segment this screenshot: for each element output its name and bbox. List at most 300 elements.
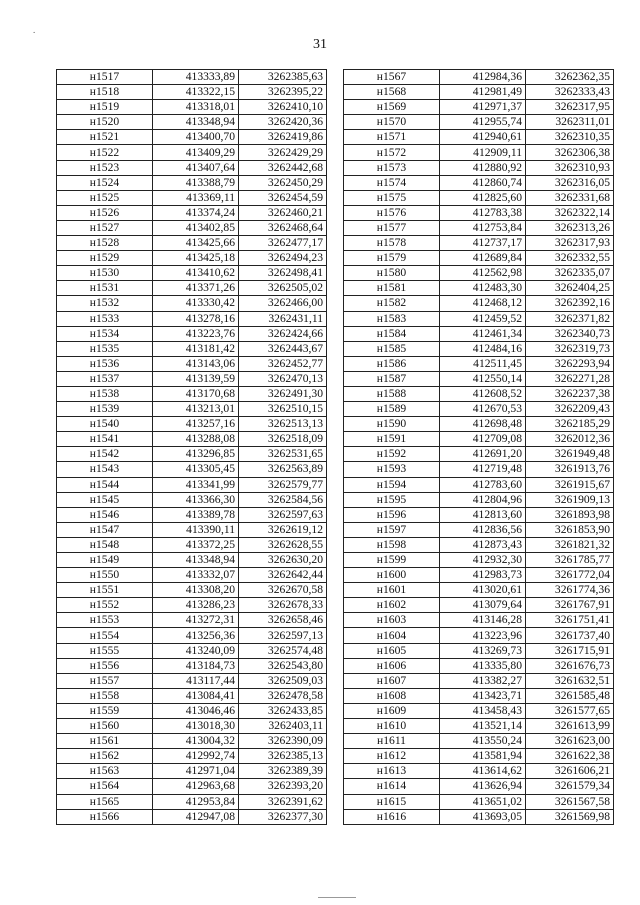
coord-y-cell: 3262335,07 (526, 266, 614, 281)
coord-x-cell: 413046,46 (153, 703, 239, 718)
coord-y-cell: 3262642,44 (239, 568, 327, 583)
coord-x-cell: 412981,49 (440, 85, 526, 100)
coord-y-cell: 3262579,77 (239, 477, 327, 492)
coord-x-cell: 413389,78 (153, 507, 239, 522)
coord-y-cell: 3262429,29 (239, 145, 327, 160)
table-row (344, 598, 614, 613)
coord-x-cell: 413374,24 (153, 205, 239, 220)
coord-y-cell: 3262424,66 (239, 326, 327, 341)
coord-y-cell: 3261915,67 (526, 477, 614, 492)
table-row (57, 402, 327, 417)
table-row (344, 251, 614, 266)
table-row (57, 190, 327, 205)
point-id-cell: н1530 (57, 266, 153, 281)
coord-x-cell: 412484,16 (440, 341, 526, 356)
coord-x-cell: 413458,43 (440, 703, 526, 718)
point-id-cell: н1593 (344, 462, 440, 477)
point-id-cell: н1581 (344, 281, 440, 296)
point-id-cell: н1558 (57, 688, 153, 703)
coord-y-cell: 3262442,68 (239, 160, 327, 175)
table-row (344, 719, 614, 734)
coord-x-cell: 413117,44 (153, 673, 239, 688)
coord-x-cell: 413651,02 (440, 794, 526, 809)
coord-x-cell: 413332,07 (153, 568, 239, 583)
coord-y-cell: 3262316,05 (526, 175, 614, 190)
table-row (344, 341, 614, 356)
point-id-cell: н1579 (344, 251, 440, 266)
coord-y-cell: 3261774,36 (526, 583, 614, 598)
coord-x-cell: 413278,16 (153, 311, 239, 326)
point-id-cell: н1574 (344, 175, 440, 190)
point-id-cell: н1548 (57, 537, 153, 552)
coord-y-cell: 3261893,98 (526, 507, 614, 522)
table-row (57, 100, 327, 115)
coord-x-cell: 412813,60 (440, 507, 526, 522)
table-row (344, 190, 614, 205)
table-row (344, 205, 614, 220)
table-row (57, 175, 327, 190)
coord-x-cell: 413004,32 (153, 734, 239, 749)
coord-x-cell: 413348,94 (153, 553, 239, 568)
coord-x-cell: 412825,60 (440, 190, 526, 205)
table-row (57, 809, 327, 824)
coord-y-cell: 3262450,29 (239, 175, 327, 190)
coord-x-cell: 413018,30 (153, 719, 239, 734)
point-id-cell: н1521 (57, 130, 153, 145)
point-id-cell: н1585 (344, 341, 440, 356)
point-id-cell: н1561 (57, 734, 153, 749)
point-id-cell: н1584 (344, 326, 440, 341)
coord-x-cell: 413084,41 (153, 688, 239, 703)
table-row (344, 130, 614, 145)
coord-x-cell: 412880,92 (440, 160, 526, 175)
coord-y-cell: 3262509,03 (239, 673, 327, 688)
coord-y-cell: 3261613,99 (526, 719, 614, 734)
coord-y-cell: 3262306,38 (526, 145, 614, 160)
table-row (57, 326, 327, 341)
coord-y-cell: 3262395,22 (239, 85, 327, 100)
coord-x-cell: 413402,85 (153, 220, 239, 235)
coord-y-cell: 3262340,73 (526, 326, 614, 341)
coord-y-cell: 3262510,15 (239, 402, 327, 417)
point-id-cell: н1550 (57, 568, 153, 583)
point-id-cell: н1573 (344, 160, 440, 175)
table-row (57, 719, 327, 734)
coord-y-cell: 3262531,65 (239, 447, 327, 462)
coord-x-cell: 413223,76 (153, 326, 239, 341)
table-row (57, 492, 327, 507)
table-row (57, 205, 327, 220)
coord-x-cell: 413400,70 (153, 130, 239, 145)
coord-x-cell: 413341,99 (153, 477, 239, 492)
coord-x-cell: 413170,68 (153, 386, 239, 401)
point-id-cell: н1616 (344, 809, 440, 824)
table-row (57, 356, 327, 371)
coord-y-cell: 3261909,13 (526, 492, 614, 507)
coord-y-cell: 3262443,67 (239, 341, 327, 356)
table-row (344, 749, 614, 764)
point-id-cell: н1606 (344, 658, 440, 673)
table-row (344, 643, 614, 658)
table-row (344, 583, 614, 598)
table-row (57, 371, 327, 386)
table-row (344, 281, 614, 296)
point-id-cell: н1522 (57, 145, 153, 160)
coord-x-cell: 413240,09 (153, 643, 239, 658)
table-row (344, 658, 614, 673)
coord-x-cell: 412873,43 (440, 537, 526, 552)
point-id-cell: н1609 (344, 703, 440, 718)
table-row (344, 296, 614, 311)
coord-y-cell: 3262390,09 (239, 734, 327, 749)
table-row (57, 568, 327, 583)
point-id-cell: н1552 (57, 598, 153, 613)
table-row (344, 175, 614, 190)
coord-x-cell: 413139,59 (153, 371, 239, 386)
point-id-cell: н1517 (57, 70, 153, 85)
point-id-cell: н1570 (344, 115, 440, 130)
coord-x-cell: 413348,94 (153, 115, 239, 130)
point-id-cell: н1519 (57, 100, 153, 115)
coord-y-cell: 3262419,86 (239, 130, 327, 145)
coord-y-cell: 3261772,04 (526, 568, 614, 583)
coord-x-cell: 413143,06 (153, 356, 239, 371)
point-id-cell: н1567 (344, 70, 440, 85)
coord-x-cell: 413382,27 (440, 673, 526, 688)
point-id-cell: н1535 (57, 341, 153, 356)
coord-x-cell: 412670,53 (440, 402, 526, 417)
coord-y-cell: 3261853,90 (526, 522, 614, 537)
coord-x-cell: 413369,11 (153, 190, 239, 205)
coord-x-cell: 413425,18 (153, 251, 239, 266)
point-id-cell: н1538 (57, 386, 153, 401)
point-id-cell: н1564 (57, 779, 153, 794)
coord-x-cell: 413322,15 (153, 85, 239, 100)
table-row (57, 281, 327, 296)
point-id-cell: н1547 (57, 522, 153, 537)
table-row (57, 522, 327, 537)
coord-y-cell: 3262310,93 (526, 160, 614, 175)
table-row (344, 462, 614, 477)
table-row (344, 734, 614, 749)
coord-y-cell: 3262293,94 (526, 356, 614, 371)
table-row (57, 553, 327, 568)
table-row (57, 236, 327, 251)
point-id-cell: н1554 (57, 628, 153, 643)
coord-x-cell: 413305,45 (153, 462, 239, 477)
table-row (344, 356, 614, 371)
coord-x-cell: 412737,17 (440, 236, 526, 251)
table-row (57, 462, 327, 477)
coord-x-cell: 413614,62 (440, 764, 526, 779)
point-id-cell: н1536 (57, 356, 153, 371)
coord-x-cell: 413410,62 (153, 266, 239, 281)
coord-y-cell: 3262518,09 (239, 432, 327, 447)
point-id-cell: н1518 (57, 85, 153, 100)
coord-x-cell: 413181,42 (153, 341, 239, 356)
table-row (344, 568, 614, 583)
coord-x-cell: 413550,24 (440, 734, 526, 749)
table-row (57, 643, 327, 658)
point-id-cell: н1559 (57, 703, 153, 718)
coord-y-cell: 3262322,14 (526, 205, 614, 220)
coord-y-cell: 3261606,21 (526, 764, 614, 779)
coord-x-cell: 412698,48 (440, 417, 526, 432)
table-row (57, 779, 327, 794)
table-row (57, 85, 327, 100)
coord-x-cell: 413521,14 (440, 719, 526, 734)
table-row (57, 673, 327, 688)
coord-x-cell: 412691,20 (440, 447, 526, 462)
coord-y-cell: 3262362,35 (526, 70, 614, 85)
coord-y-cell: 3261579,34 (526, 779, 614, 794)
coord-x-cell: 412461,34 (440, 326, 526, 341)
table-row (344, 703, 614, 718)
coord-y-cell: 3261567,58 (526, 794, 614, 809)
coord-x-cell: 413269,73 (440, 643, 526, 658)
table-row (344, 311, 614, 326)
coord-y-cell: 3262311,01 (526, 115, 614, 130)
point-id-cell: н1587 (344, 371, 440, 386)
coord-x-cell: 413296,85 (153, 447, 239, 462)
table-row (344, 266, 614, 281)
coord-x-cell: 412550,14 (440, 371, 526, 386)
table-row (57, 703, 327, 718)
coord-y-cell: 3262333,43 (526, 85, 614, 100)
point-id-cell: н1523 (57, 160, 153, 175)
table-row (57, 130, 327, 145)
coord-x-cell: 413423,71 (440, 688, 526, 703)
coord-x-cell: 412783,38 (440, 205, 526, 220)
point-id-cell: н1568 (344, 85, 440, 100)
table-row (344, 507, 614, 522)
coord-x-cell: 412992,74 (153, 749, 239, 764)
table-row (57, 749, 327, 764)
table-row (344, 236, 614, 251)
coord-y-cell: 3262452,77 (239, 356, 327, 371)
coord-y-cell: 3262404,25 (526, 281, 614, 296)
point-id-cell: н1542 (57, 447, 153, 462)
point-id-cell: н1604 (344, 628, 440, 643)
coord-y-cell: 3262670,58 (239, 583, 327, 598)
point-id-cell: н1543 (57, 462, 153, 477)
table-row (57, 537, 327, 552)
coord-y-cell: 3261767,91 (526, 598, 614, 613)
coord-x-cell: 412783,60 (440, 477, 526, 492)
coord-y-cell: 3262385,63 (239, 70, 327, 85)
point-id-cell: н1541 (57, 432, 153, 447)
table-row (344, 145, 614, 160)
coord-y-cell: 3261751,41 (526, 613, 614, 628)
table-row (57, 658, 327, 673)
table-row (57, 311, 327, 326)
point-id-cell: н1594 (344, 477, 440, 492)
coord-y-cell: 3262574,48 (239, 643, 327, 658)
table-row (57, 794, 327, 809)
coord-y-cell: 3261622,38 (526, 749, 614, 764)
point-id-cell: н1551 (57, 583, 153, 598)
table-row (57, 734, 327, 749)
coord-x-cell: 413257,16 (153, 417, 239, 432)
coord-x-cell: 412753,84 (440, 220, 526, 235)
point-id-cell: н1613 (344, 764, 440, 779)
coord-x-cell: 412932,30 (440, 553, 526, 568)
table-row (57, 628, 327, 643)
coord-x-cell: 412947,08 (153, 809, 239, 824)
coord-y-cell: 3262391,62 (239, 794, 327, 809)
table-row (57, 583, 327, 598)
coord-x-cell: 413020,61 (440, 583, 526, 598)
coord-x-cell: 413213,01 (153, 402, 239, 417)
point-id-cell: н1553 (57, 613, 153, 628)
point-id-cell: н1533 (57, 311, 153, 326)
coord-x-cell: 413371,26 (153, 281, 239, 296)
coord-y-cell: 3262420,36 (239, 115, 327, 130)
coord-x-cell: 412984,36 (440, 70, 526, 85)
table-row (344, 764, 614, 779)
coord-x-cell: 412511,45 (440, 356, 526, 371)
point-id-cell: н1565 (57, 794, 153, 809)
table-row (344, 688, 614, 703)
coord-x-cell: 412836,56 (440, 522, 526, 537)
table-row (344, 553, 614, 568)
coord-y-cell: 3261785,77 (526, 553, 614, 568)
coord-x-cell: 412955,74 (440, 115, 526, 130)
coord-x-cell: 413288,08 (153, 432, 239, 447)
coord-x-cell: 413626,94 (440, 779, 526, 794)
coord-y-cell: 3262505,02 (239, 281, 327, 296)
coord-x-cell: 413425,66 (153, 236, 239, 251)
table-row (57, 447, 327, 462)
table-row (344, 386, 614, 401)
coord-x-cell: 413223,96 (440, 628, 526, 643)
coord-x-cell: 413409,29 (153, 145, 239, 160)
coord-y-cell: 3262466,00 (239, 296, 327, 311)
table-row (344, 115, 614, 130)
coord-x-cell: 412983,73 (440, 568, 526, 583)
coord-x-cell: 413079,64 (440, 598, 526, 613)
footer-divider (318, 897, 356, 898)
table-row (57, 613, 327, 628)
table-row (57, 341, 327, 356)
coord-x-cell: 413366,30 (153, 492, 239, 507)
coordinates-table-left (56, 69, 327, 825)
point-id-cell: н1524 (57, 175, 153, 190)
point-id-cell: н1602 (344, 598, 440, 613)
coord-y-cell: 3261676,73 (526, 658, 614, 673)
point-id-cell: н1540 (57, 417, 153, 432)
coord-y-cell: 3262389,39 (239, 764, 327, 779)
coord-y-cell: 3262619,12 (239, 522, 327, 537)
point-id-cell: н1537 (57, 371, 153, 386)
table-row (344, 794, 614, 809)
table-row (57, 266, 327, 281)
table-row (57, 145, 327, 160)
coord-y-cell: 3262630,20 (239, 553, 327, 568)
coord-y-cell: 3262410,10 (239, 100, 327, 115)
coord-y-cell: 3262470,13 (239, 371, 327, 386)
coord-x-cell: 413333,89 (153, 70, 239, 85)
point-id-cell: н1605 (344, 643, 440, 658)
point-id-cell: н1569 (344, 100, 440, 115)
page-number: 31 (313, 37, 327, 52)
table-row (57, 598, 327, 613)
table-row (344, 537, 614, 552)
table-row (344, 85, 614, 100)
table-row (57, 386, 327, 401)
coord-x-cell: 412963,68 (153, 779, 239, 794)
coord-y-cell: 3262494,23 (239, 251, 327, 266)
coord-x-cell: 413272,31 (153, 613, 239, 628)
point-id-cell: н1557 (57, 673, 153, 688)
coord-y-cell: 3262491,30 (239, 386, 327, 401)
coord-y-cell: 3262313,26 (526, 220, 614, 235)
coord-y-cell: 3261632,51 (526, 673, 614, 688)
coord-y-cell: 3262468,64 (239, 220, 327, 235)
coord-x-cell: 412709,08 (440, 432, 526, 447)
coord-y-cell: 3261737,40 (526, 628, 614, 643)
coord-y-cell: 3262012,36 (526, 432, 614, 447)
point-id-cell: н1583 (344, 311, 440, 326)
table-row (57, 764, 327, 779)
coord-y-cell: 3262678,33 (239, 598, 327, 613)
coord-x-cell: 412909,11 (440, 145, 526, 160)
table-row (344, 809, 614, 824)
table-row (344, 432, 614, 447)
point-id-cell: н1529 (57, 251, 153, 266)
point-id-cell: н1576 (344, 205, 440, 220)
coord-x-cell: 412562,98 (440, 266, 526, 281)
coord-y-cell: 3261585,48 (526, 688, 614, 703)
table-row (344, 522, 614, 537)
coord-y-cell: 3262237,38 (526, 386, 614, 401)
point-id-cell: н1595 (344, 492, 440, 507)
coord-x-cell: 413146,28 (440, 613, 526, 628)
coord-x-cell: 412940,61 (440, 130, 526, 145)
point-id-cell: н1577 (344, 220, 440, 235)
table-row (57, 417, 327, 432)
table-row (344, 447, 614, 462)
coord-y-cell: 3262310,35 (526, 130, 614, 145)
coord-x-cell: 413372,25 (153, 537, 239, 552)
table-row (344, 402, 614, 417)
point-id-cell: н1592 (344, 447, 440, 462)
point-id-cell: н1525 (57, 190, 153, 205)
coord-y-cell: 3262433,85 (239, 703, 327, 718)
point-id-cell: н1549 (57, 553, 153, 568)
coord-x-cell: 412860,74 (440, 175, 526, 190)
table-row (57, 160, 327, 175)
point-id-cell: н1591 (344, 432, 440, 447)
coord-x-cell: 413388,79 (153, 175, 239, 190)
point-id-cell: н1597 (344, 522, 440, 537)
point-id-cell: н1544 (57, 477, 153, 492)
point-id-cell: н1590 (344, 417, 440, 432)
point-id-cell: н1563 (57, 764, 153, 779)
coord-y-cell: 3261623,00 (526, 734, 614, 749)
coordinates-table-right (343, 69, 614, 825)
table-row (57, 220, 327, 235)
table-row (344, 492, 614, 507)
coord-x-cell: 413693,05 (440, 809, 526, 824)
coord-y-cell: 3262331,68 (526, 190, 614, 205)
coord-x-cell: 413256,36 (153, 628, 239, 643)
coord-y-cell: 3262209,43 (526, 402, 614, 417)
coord-x-cell: 412953,84 (153, 794, 239, 809)
point-id-cell: н1562 (57, 749, 153, 764)
table-row (344, 371, 614, 386)
point-id-cell: н1599 (344, 553, 440, 568)
